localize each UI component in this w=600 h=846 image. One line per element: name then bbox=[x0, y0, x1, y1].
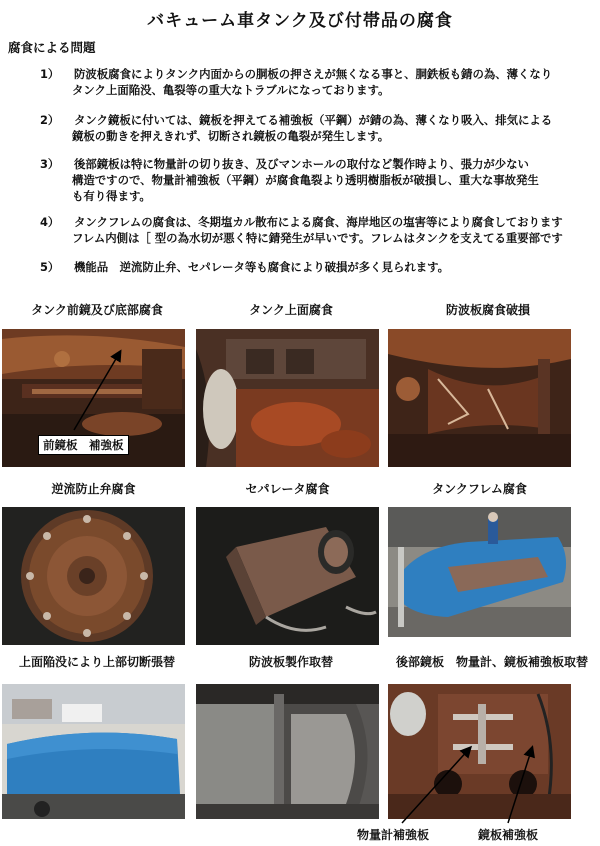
photo-tank-top-corrosion bbox=[196, 329, 379, 467]
photo-caption: タンク上面腐食 bbox=[249, 303, 333, 317]
section-heading: 腐食による問題 bbox=[8, 40, 96, 55]
problem-text: タンク鏡板に付いては、鏡板を押えてる補強板（平鋼）が錆の為、薄くなり吸入、排気による bbox=[74, 113, 553, 127]
photo-caption: 後部鏡板 物量計、鏡板補強板取替 bbox=[395, 655, 588, 669]
photo-tank-frame-corrosion bbox=[388, 507, 571, 637]
problem-text: 防波板腐食によりタンク内面からの胴板の押さえが無くなる事と、胴鉄板も錆の為、薄くなり bbox=[74, 67, 553, 81]
photo-caption: 逆流防止弁腐食 bbox=[51, 482, 136, 496]
label-end-plate-reinforcement: 鏡板補強板 bbox=[478, 828, 539, 842]
problem-number: 3） bbox=[40, 157, 60, 171]
problem-number: 5） bbox=[40, 260, 60, 274]
problem-text: 鏡板の動きを押えきれず、切断され鏡板の亀裂が発生します。 bbox=[72, 129, 390, 143]
photo-baffle-replacement bbox=[196, 684, 379, 819]
photo-rear-plate-replacement bbox=[388, 684, 571, 819]
photo-top-replacement bbox=[2, 684, 185, 819]
problem-text: 機能品 逆流防止弁、セパレータ等も腐食により破損が多く見られます。 bbox=[74, 260, 449, 274]
problem-item-1 bbox=[40, 66, 598, 98]
problem-text: も有り得ます。 bbox=[72, 189, 151, 203]
problem-item-2 bbox=[40, 112, 598, 144]
problem-text: 後部鏡板は特に物量計の切り抜き、及びマンホールの取付など製作時より、張力が少ない bbox=[74, 157, 529, 171]
photo-check-valve-corrosion bbox=[2, 507, 185, 645]
photo-tank-front-corrosion bbox=[2, 329, 185, 467]
problem-item-3 bbox=[40, 156, 598, 204]
problem-item-4 bbox=[40, 214, 598, 246]
problem-item-5 bbox=[40, 259, 598, 275]
problem-text: 構造ですので、物量計補強板（平鋼）が腐食亀裂より透明樹脂板が破損し、重大な事故発生 bbox=[72, 173, 539, 187]
problem-text: フレム内側は［ 型の為水切が悪く特に錆発生が早いです。フレムはタンクを支えてる重要部です bbox=[72, 231, 563, 245]
problem-number: 1） bbox=[40, 67, 60, 81]
photo-caption: タンク前鏡及び底部腐食 bbox=[31, 303, 163, 317]
photo-caption: セパレータ腐食 bbox=[245, 482, 330, 496]
photo-caption: タンクフレム腐食 bbox=[432, 482, 527, 496]
problem-text: タンクフレムの腐食は、冬期塩カル散布による腐食、海岸地区の塩害等により腐食しております bbox=[74, 215, 563, 229]
problem-number: 4） bbox=[40, 215, 60, 229]
problem-number: 2） bbox=[40, 113, 60, 127]
label-gauge-reinforcement: 物量計補強板 bbox=[357, 828, 430, 842]
photo-label-front-plate: 前鏡板 補強板 bbox=[38, 435, 129, 455]
photo-caption: 防波板腐食破損 bbox=[445, 303, 530, 317]
photo-caption: 上面陥没により上部切断張替 bbox=[18, 655, 175, 669]
photo-caption: 防波板製作取替 bbox=[248, 655, 333, 669]
photo-baffle-damage bbox=[388, 329, 571, 467]
problem-text: タンク上面陥没、亀裂等の重大なトラブルになっております。 bbox=[72, 83, 390, 97]
photo-separator-corrosion bbox=[196, 507, 379, 645]
page-title: バキューム車タンク及び付帯品の腐食 bbox=[147, 11, 453, 31]
